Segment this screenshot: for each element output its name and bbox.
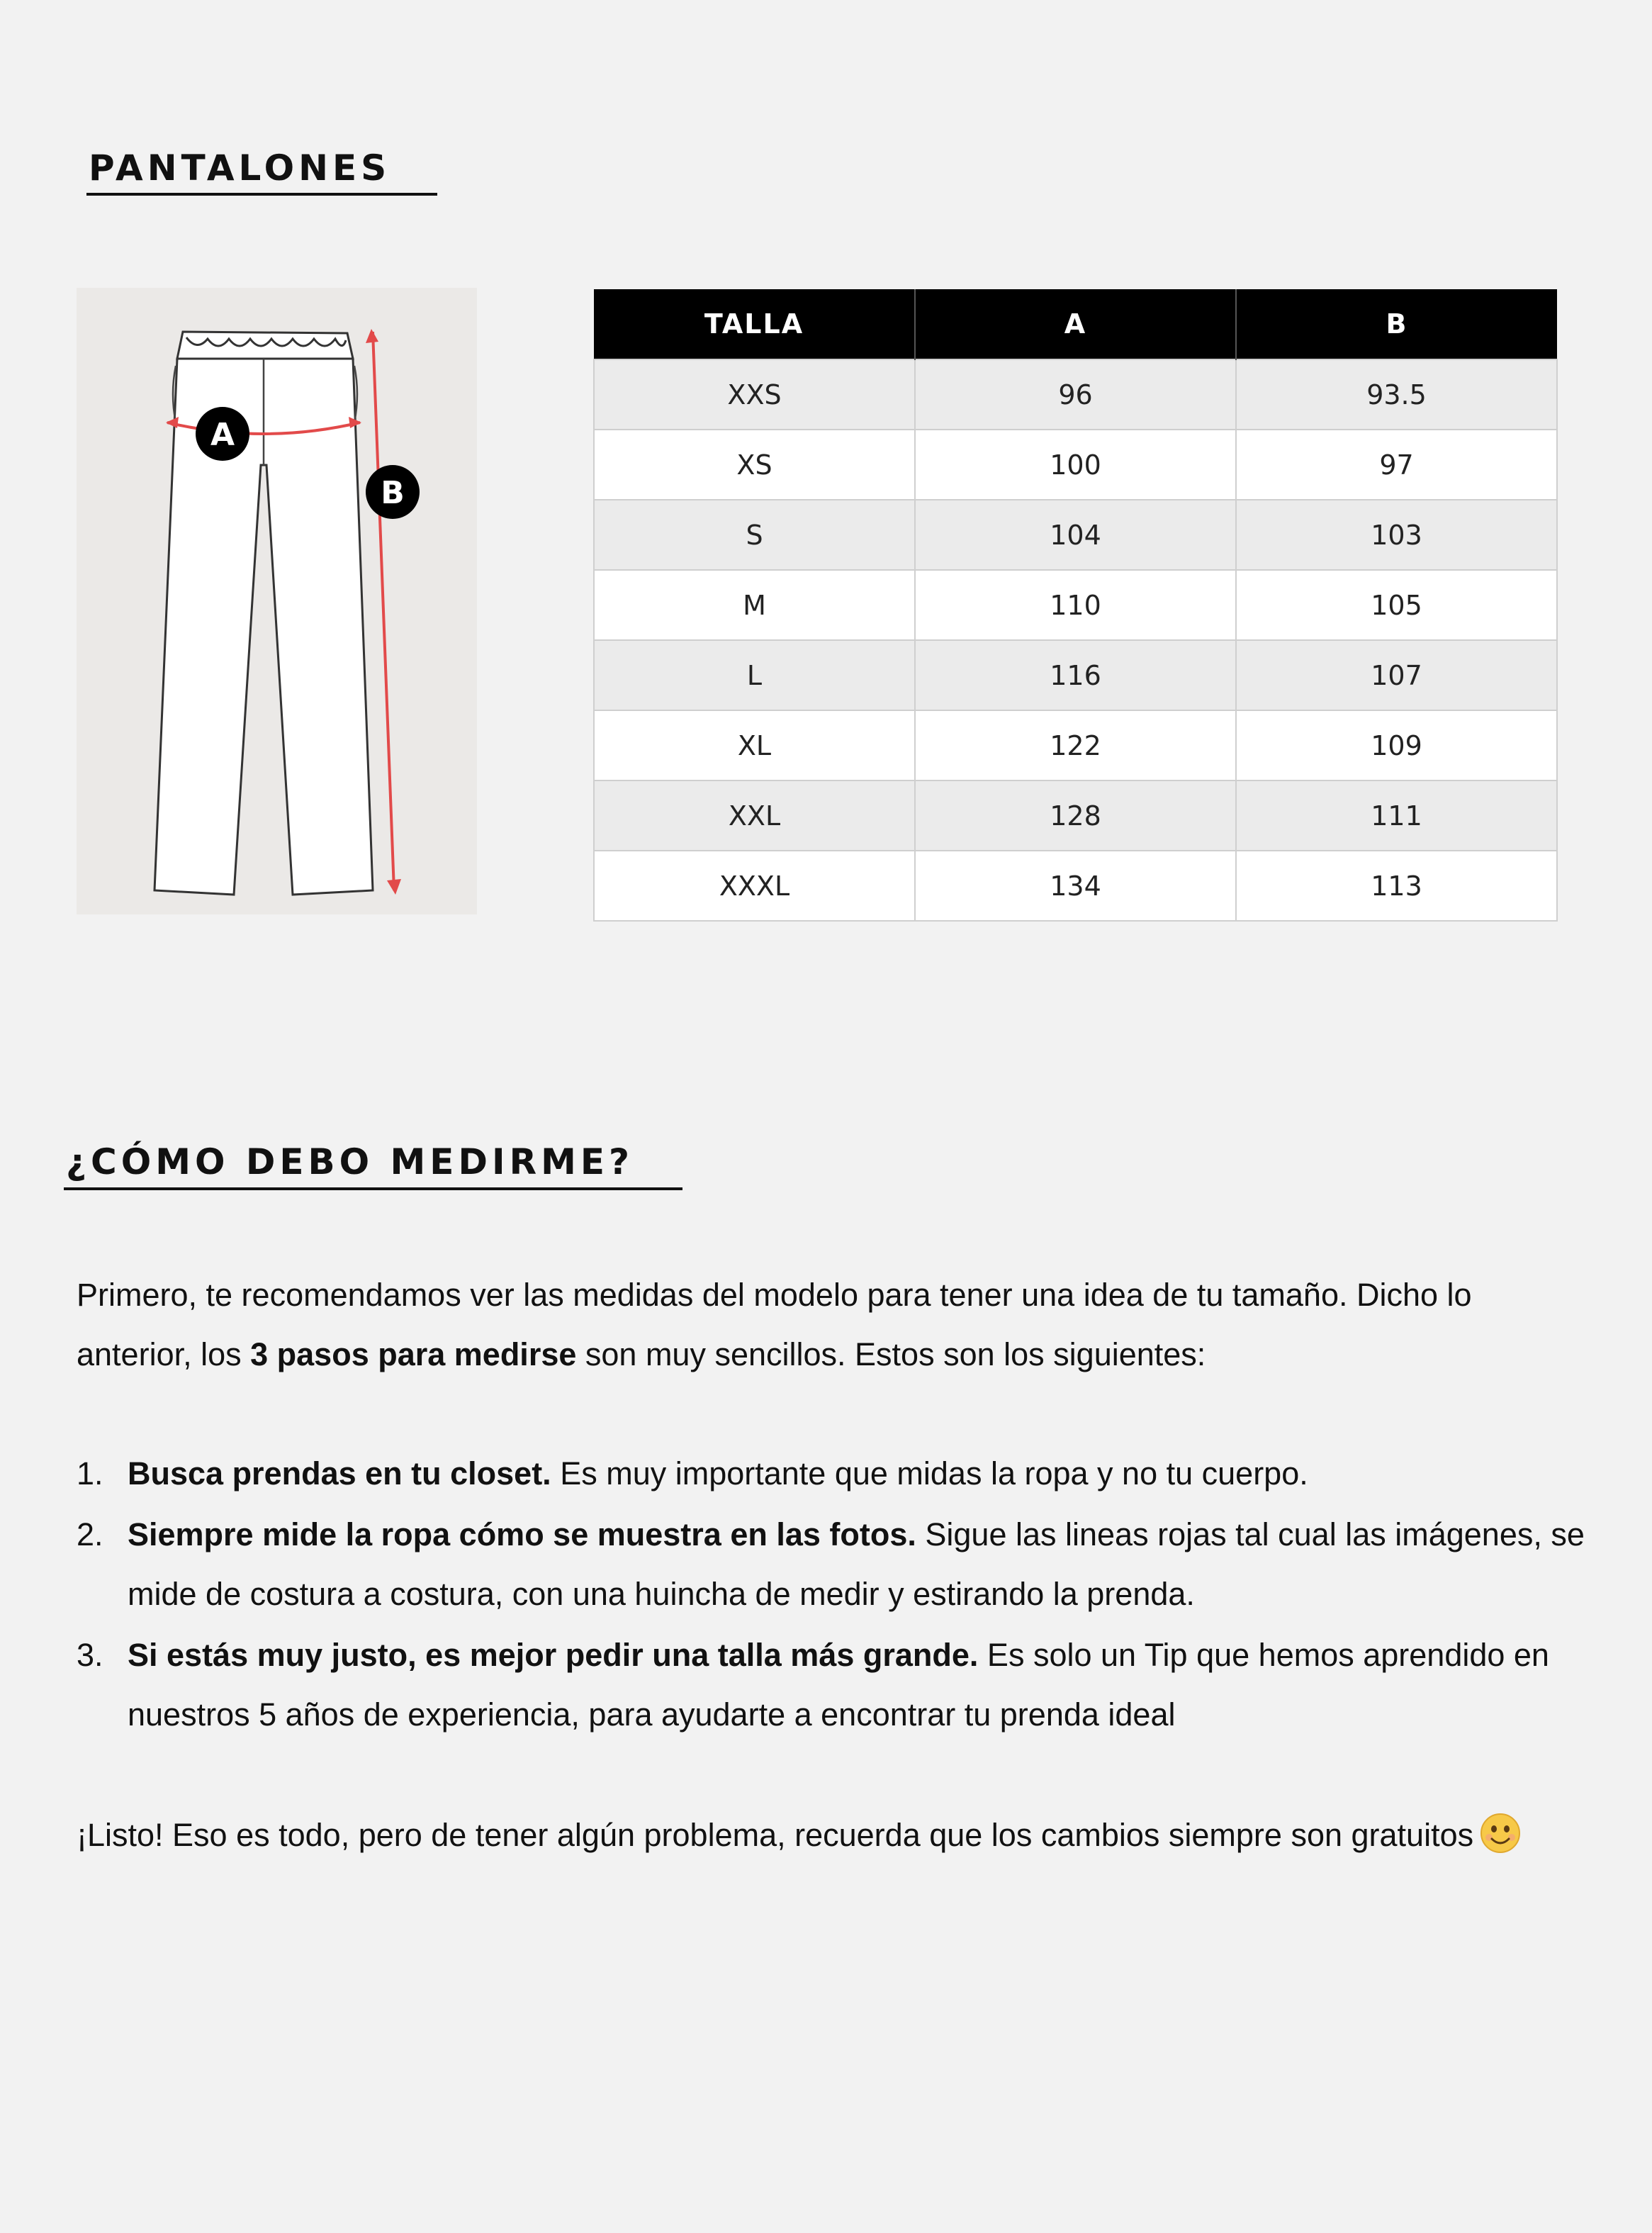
step-text: Sigue las lineas rojas tal cual las imágenes, se mide de costura a costura, con una huincha de medir y estirando la prenda. xyxy=(128,1516,1585,1612)
pants-measurement-diagram xyxy=(77,288,477,914)
table-cell: XS xyxy=(594,430,915,500)
table-cell: M xyxy=(594,570,915,640)
table-cell: 122 xyxy=(915,710,1236,780)
table-cell: XXXL xyxy=(594,851,915,921)
table-cell: S xyxy=(594,500,915,570)
column-header-talla: TALLA xyxy=(594,289,915,359)
table-cell: XXS xyxy=(594,359,915,430)
section-title-como-medirme: ¿CÓMO DEBO MEDIRME? xyxy=(66,1141,634,1182)
table-row xyxy=(594,780,1557,851)
intro-text-end: son muy sencillos. Estos son los siguientes: xyxy=(576,1336,1206,1372)
intro-text: Primero, te recomendamos ver las medidas del modelo para tener una idea de tu tamaño. Dicho lo anterior, los xyxy=(77,1277,1472,1372)
section-title-pantalones: PANTALONES xyxy=(89,147,391,189)
outro-paragraph xyxy=(77,1806,1593,1865)
list-item xyxy=(77,1505,1593,1624)
table-cell: XXL xyxy=(594,780,915,851)
column-header-b: B xyxy=(1236,289,1557,359)
step-number: 2. xyxy=(77,1516,103,1552)
table-cell: 96 xyxy=(915,359,1236,430)
table-cell: 100 xyxy=(915,430,1236,500)
title-underline xyxy=(86,193,437,196)
table-cell: XL xyxy=(594,710,915,780)
table-row xyxy=(594,359,1557,430)
pants-illustration xyxy=(77,288,477,914)
table-header-row xyxy=(594,289,1557,359)
intro-paragraph xyxy=(77,1265,1593,1384)
arrow-left-icon xyxy=(166,417,179,428)
step-bold-text: Siempre mide la ropa cómo se muestra en las fotos. xyxy=(128,1516,916,1552)
table-cell: 109 xyxy=(1236,710,1557,780)
smiling-face-icon xyxy=(1479,1812,1522,1854)
size-table xyxy=(593,289,1558,922)
table-cell: 104 xyxy=(915,500,1236,570)
steps-list xyxy=(77,1444,1593,1746)
table-row xyxy=(594,570,1557,640)
step-text: Es muy importante que midas la ropa y no tu cuerpo. xyxy=(551,1455,1308,1492)
column-header-a: A xyxy=(915,289,1236,359)
table-row xyxy=(594,710,1557,780)
badge-b-label: B xyxy=(381,475,405,511)
measure-line-b xyxy=(373,332,394,890)
table-row xyxy=(594,430,1557,500)
table-row xyxy=(594,500,1557,570)
step-bold-text: Busca prendas en tu closet. xyxy=(128,1455,551,1492)
table-cell: 97 xyxy=(1236,430,1557,500)
step-bold-text: Si estás muy justo, es mejor pedir una talla más grande. xyxy=(128,1637,979,1673)
arrow-up-icon xyxy=(366,329,378,343)
size-table-body xyxy=(594,359,1557,921)
table-cell: 110 xyxy=(915,570,1236,640)
table-cell: 103 xyxy=(1236,500,1557,570)
table-row xyxy=(594,640,1557,710)
table-cell: 105 xyxy=(1236,570,1557,640)
table-cell: 128 xyxy=(915,780,1236,851)
badge-a-label: A xyxy=(210,417,235,453)
outro-text: ¡Listo! Eso es todo, pero de tener algún problema, recuerda que los cambios siempre son gratuitos xyxy=(77,1817,1474,1853)
list-item xyxy=(77,1444,1593,1504)
table-cell: 134 xyxy=(915,851,1236,921)
step-text: Es solo un Tip que hemos aprendido en nuestros 5 años de experiencia, para ayudarte a encontrar tu prenda ideal xyxy=(128,1637,1549,1733)
table-row xyxy=(594,851,1557,921)
table-cell: 113 xyxy=(1236,851,1557,921)
step-number: 1. xyxy=(77,1455,103,1492)
table-cell: 116 xyxy=(915,640,1236,710)
table-cell: 107 xyxy=(1236,640,1557,710)
table-cell: 111 xyxy=(1236,780,1557,851)
table-cell: 93.5 xyxy=(1236,359,1557,430)
list-item xyxy=(77,1625,1593,1745)
title-underline xyxy=(64,1187,682,1190)
arrow-down-icon xyxy=(387,879,401,895)
table-cell: L xyxy=(594,640,915,710)
intro-bold-text: 3 pasos para medirse xyxy=(250,1336,577,1372)
step-number: 3. xyxy=(77,1637,103,1673)
